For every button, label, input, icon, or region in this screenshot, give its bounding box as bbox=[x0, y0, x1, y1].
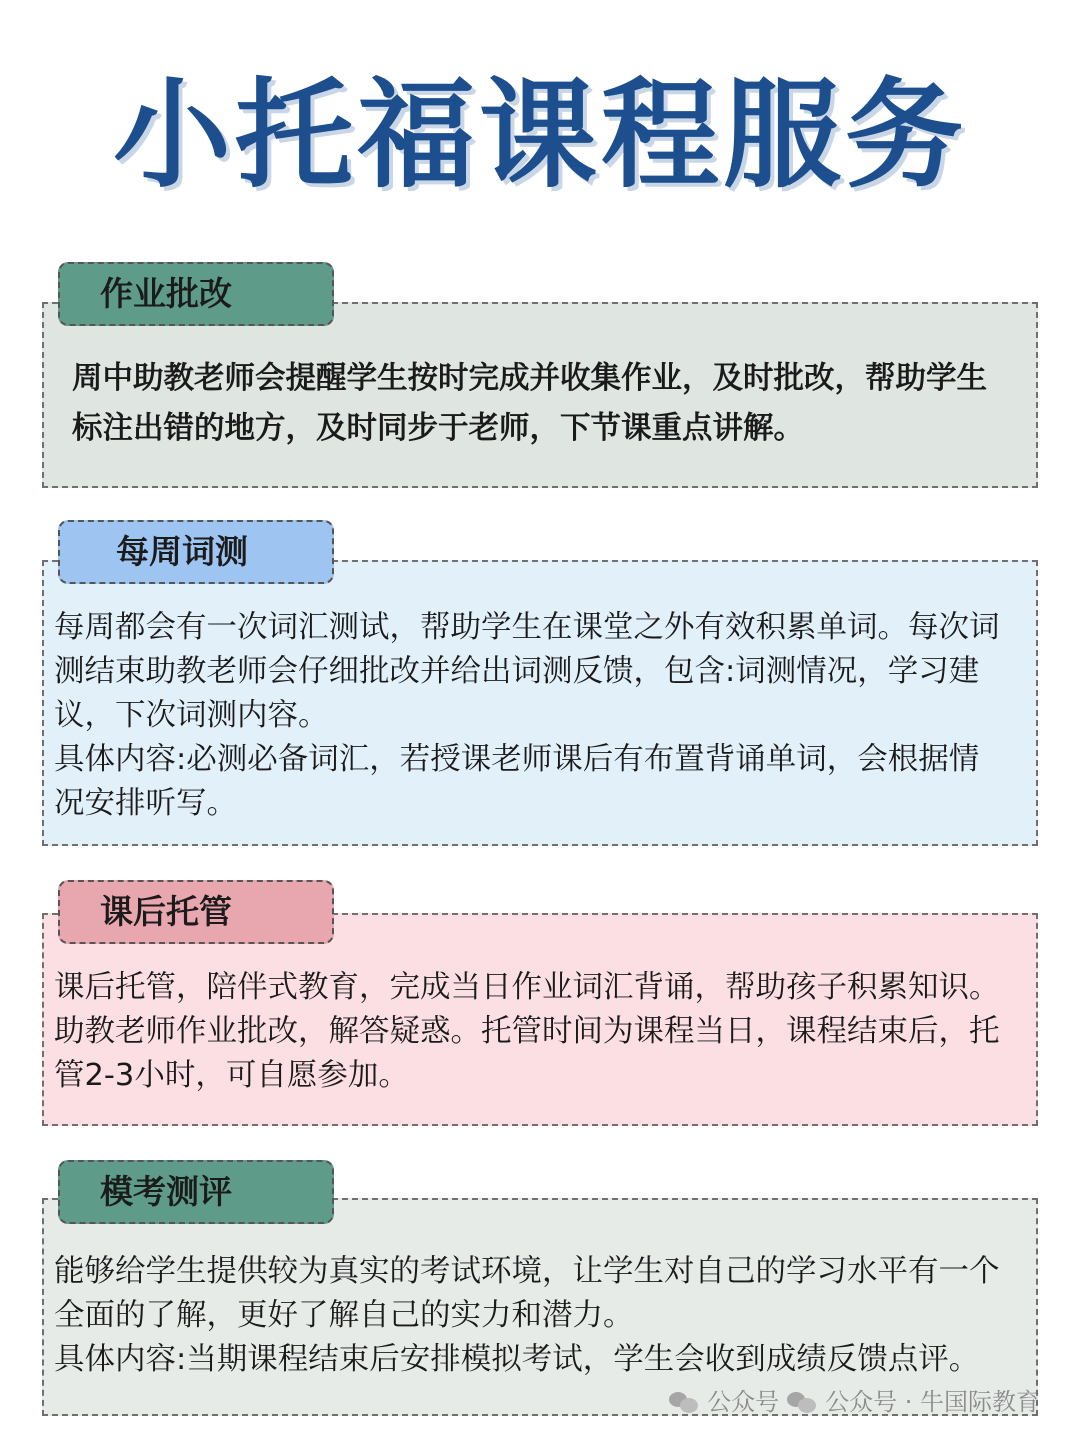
section-heading: 每周词测 bbox=[58, 520, 334, 584]
watermark-label: 公众号 bbox=[707, 1388, 780, 1416]
section-heading: 模考测评 bbox=[58, 1160, 334, 1224]
section-after-class-care bbox=[42, 880, 1038, 1126]
section-homework bbox=[42, 262, 1038, 488]
section-body: 每周都会有一次词汇测试，帮助学生在课堂之外有效积累单词。每次词 测结束助教老师会仔细批改并给出词测反馈，包含:词测情况，学习建 议，下次词测内容。 具体内容:必测必备词汇，若授课老师课后有布置背诵单词，会根据情 况安排听写。 bbox=[54, 610, 1000, 821]
watermark-account: 公众号 · 牛国际教育 bbox=[825, 1388, 1040, 1416]
section-mock-exam bbox=[42, 1160, 1038, 1416]
wechat-icon bbox=[787, 1390, 817, 1414]
section-heading: 课后托管 bbox=[58, 880, 334, 944]
section-body: 能够给学生提供较为真实的考试环境，让学生对自己的学习水平有一个 全面的了解，更好了解自己的实力和潜力。 具体内容:当期课程结束后安排模拟考试，学生会收到成绩反馈点评。 bbox=[54, 1254, 1000, 1377]
section-heading: 作业批改 bbox=[58, 262, 334, 326]
watermark bbox=[669, 1382, 1040, 1422]
wechat-icon bbox=[669, 1390, 699, 1414]
section-body: 周中助教老师会提醒学生按时完成并收集作业，及时批改，帮助学生 标注出错的地方，及时同步于老师，下节课重点讲解。 bbox=[72, 361, 987, 446]
section-body: 课后托管，陪伴式教育，完成当日作业词汇背诵，帮助孩子积累知识。 助教老师作业批改，解答疑惑。托管时间为课程当日，课程结束后，托 管2-3小时，可自愿参加。 bbox=[54, 970, 1000, 1093]
section-weekly-vocab-test bbox=[42, 520, 1038, 846]
page-title: 小托福课程服务 bbox=[112, 66, 967, 204]
